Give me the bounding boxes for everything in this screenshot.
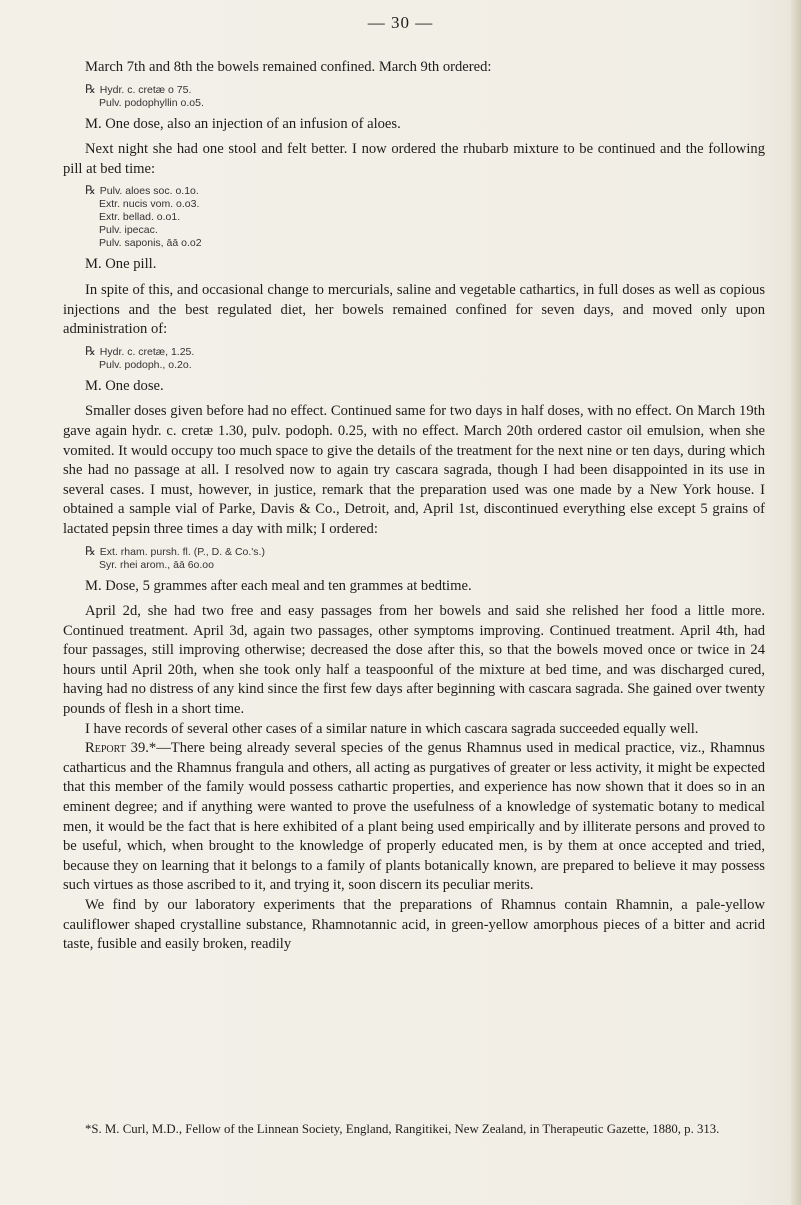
misce-line: M. Dose, 5 grammes after each meal and ten grammes at bedtime. bbox=[85, 577, 472, 594]
rx-line: Extr. bellad. o.o1. bbox=[99, 211, 181, 224]
rx-line: Syr. rhei arom., āā 6o.oo bbox=[99, 558, 214, 571]
recipe-symbol-icon: ℞ bbox=[85, 543, 96, 558]
rx-line: Pulv. podoph., o.2o. bbox=[99, 358, 192, 371]
rx-line: Ext. rham. pursh. fl. (P., D. & Co.'s.) bbox=[99, 545, 265, 558]
recipe-symbol-icon: ℞ bbox=[85, 81, 96, 96]
page-number: — 30 — bbox=[367, 13, 434, 32]
rx-line: Pulv. saponis, āā o.o2 bbox=[99, 237, 202, 250]
misce-line: M. One dose, also an injection of an infusion of aloes. bbox=[85, 115, 401, 132]
report-text: 39.*—There being already several species of the genus Rhamnus used in medical practice, viz., Rhamnus catharticus and the Rhamnus frangula and others, all acting as purgatives of greater or less activity, it might be expected that this member of the family would possess cathartic properties, and experience has now shown that it does so in an eminent degree; and if anything were wanted to prove the usefulness of a knowledge of systematic botany to medical men, it would be the fact that is here exhibited of a plant being used empirically and by illiterate persons and proved to be useful, which, when brought to the knowledge of properly educated men, is by them at once accepted and tried, because they on learning that it belongs to a family of plants botanically known, are prepared to believe it may possess such virtues as those ascribed to it, and trying it, soon discern its peculiar merits. bbox=[63, 740, 765, 894]
rx-line: Hydr. c. cretæ, 1.25. bbox=[99, 345, 195, 358]
rx-line: Extr. nucis vom. o.o3. bbox=[99, 198, 200, 211]
page-edge bbox=[791, 0, 801, 1205]
misce-line: M. One dose. bbox=[85, 377, 164, 394]
paragraph: In spite of this, and occasional change to mercurials, saline and vegetable cathartics, in full doses as well as copious injections and the best regulated diet, her bowels remained confined for seven days, and moved only upon administration of: bbox=[63, 281, 765, 338]
paragraph: Next night she had one stool and felt better. I now ordered the rhubarb mixture to be continued and the following pill at bed time: bbox=[63, 141, 765, 177]
recipe-symbol-icon: ℞ bbox=[85, 183, 96, 198]
paragraph: Smaller doses given before had no effect. Continued same for two days in half doses, with no effect. On March 19th gave again hydr. c. cretæ 1.30, pulv. podoph. 0.25, with no effect. March 20th ordered castor oil emulsion, when she vomited. It would occupy too much space to give the details of the treatment for the next nine or ten days, during which she had no passage at all. I resolved now to again try cascara sagrada, though I had been disappointed in its use in several cases. I must, however, in justice, remark that the preparation used was one made by a New York house. I obtained a sample vial of Parke, Davis & Co., Detroit, and, April 1st, discontinued everything else except 5 grains of lactated pepsin three times a day with milk; I ordered: bbox=[63, 403, 765, 537]
paragraph: We find by our laboratory experiments that the preparations of Rhamnus contain Rhamnin, a pale-yellow cauliflower shaped crystalline substance, Rhamnotannic acid, in green-yellow amorphous pieces of a bitter and acrid taste, fusible and easily broken, readily bbox=[63, 897, 765, 953]
paragraph bbox=[63, 739, 765, 896]
prescription-2 bbox=[85, 184, 765, 250]
paragraph: March 7th and 8th the bowels remained confined. March 9th ordered: bbox=[85, 59, 492, 75]
body-text bbox=[63, 58, 765, 955]
misce-line: M. One pill. bbox=[85, 256, 157, 273]
report-heading: Report bbox=[85, 740, 126, 757]
paragraph: April 2d, she had two free and easy passages from her bowels and said she relished her food a little more. Continued treatment. April 3d, again two passages, other symptoms improving. Continued treatment. April 4th, had four passages, still improving otherwise; decreased the dose after this, so that the bowels moved once or twice in 24 hours until April 20th, when she took only half a teaspoonful of the mixture at bed time, and was discharged cured, having had no distress of any kind since the first few days after beginning with cascara sagrada. She gained over twenty pounds of flesh in a short time. bbox=[63, 603, 765, 718]
footnote: *S. M. Curl, M.D., Fellow of the Linnean Society, England, Rangitikei, New Zealand, in Therapeutic Gazette, 1880, p. 313. bbox=[85, 1122, 720, 1136]
rx-line: Hydr. c. cretæ o 75. bbox=[99, 83, 192, 96]
rx-line: Pulv. ipecac. bbox=[99, 224, 158, 237]
prescription-1 bbox=[85, 83, 765, 110]
rx-line: Pulv. podophyllin o.o5. bbox=[99, 96, 204, 109]
rx-line: Pulv. aloes soc. o.1o. bbox=[99, 185, 199, 198]
recipe-symbol-icon: ℞ bbox=[85, 343, 96, 358]
paragraph: I have records of several other cases of a similar nature in which cascara sagrada succeeded equally well. bbox=[85, 720, 699, 737]
prescription-4 bbox=[85, 545, 765, 572]
prescription-3 bbox=[85, 345, 765, 372]
